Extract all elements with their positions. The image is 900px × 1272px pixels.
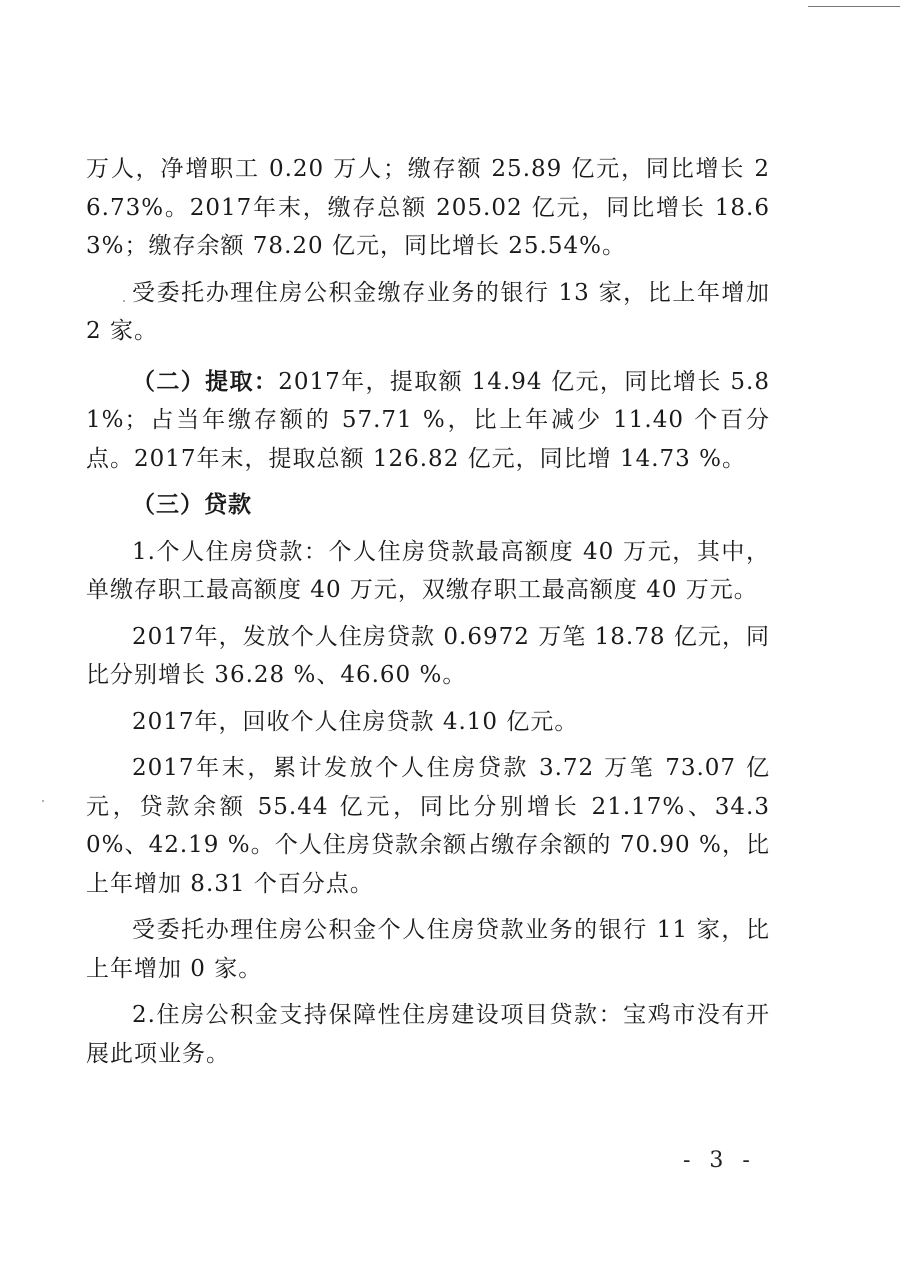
heading-withdrawal: （二）提取： [132,367,279,395]
paragraph-loans-cumulative: 2017年末，累计发放个人住房贷款 3.72 万笔 73.07 亿元，贷款余额 55.44 亿元，同比分别增长 21.17%、34.30%、42.19 %。个人住房贷款余额占缴存余额的 70.90 %，比上年增加 8.31 个百分点。 [86,755,770,897]
paragraph-loan-banks: 受委托办理住房公积金个人住房贷款业务的银行 11 家，比上年增加 0 家。 [86,917,770,982]
scan-edge-line [808,6,900,7]
scan-speck [123,300,125,302]
document-body [86,150,770,1073]
paragraph-withdrawal-text: 2017年，提取额 14.94 亿元，同比增长 5.81%；占当年缴存额的 57.71 %，比上年减少 11.40 个百分点。2017年末，提取总额 126.82 亿元，同比增 14.73 %。 [86,368,771,472]
paragraph-loans-recovered: 2017年，回收个人住房贷款 4.10 亿元。 [132,708,579,735]
scan-speck [42,800,44,802]
paragraph-affordable-housing-loans: 2.住房公积金支持保障性住房建设项目贷款：宝鸡市没有开展此项业务。 [86,1002,770,1067]
paragraph-withdrawal [86,363,770,479]
paragraph-deposit-banks: 受委托办理住房公积金缴存业务的银行 13 家，比上年增加 2 家。 [86,279,770,344]
paragraph-personal-loan-limit: 1.个人住房贷款：个人住房贷款最高额度 40 万元，其中，单缴存职工最高额度 40 万元，双缴存职工最高额度 40 万元。 [86,538,770,603]
paragraph-loans-issued: 2017年，发放个人住房贷款 0.6972 万笔 18.78 亿元，同比分别增长 36.28 %、46.60 %。 [86,623,770,688]
heading-loans: （三）贷款 [132,491,252,518]
page-number: - 3 - [683,1148,756,1173]
paragraph-deposit-summary: 万人，净增职工 0.20 万人；缴存额 25.89 亿元，同比增长 26.73%。2017年末，缴存总额 205.02 亿元，同比增长 18.63%；缴存余额 78.20 亿元，同比增长 25.54%。 [86,156,770,259]
